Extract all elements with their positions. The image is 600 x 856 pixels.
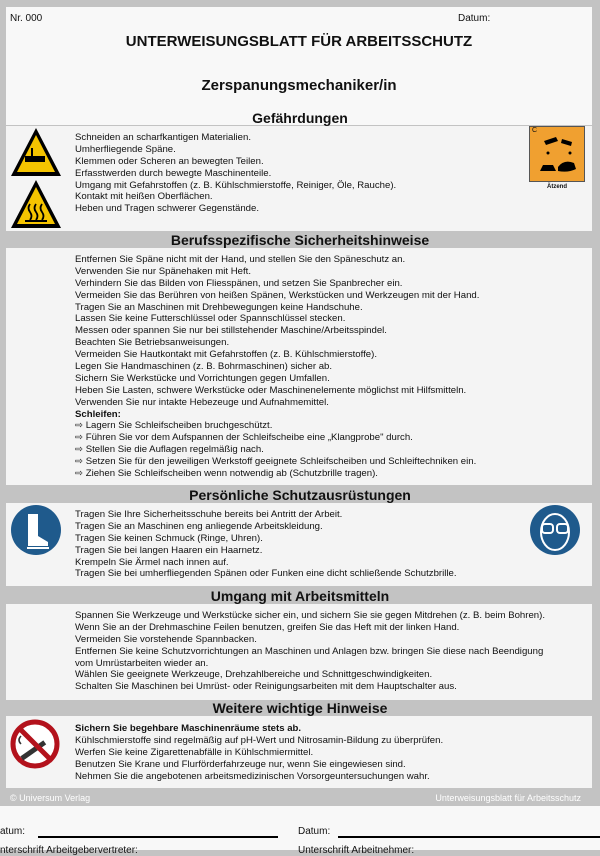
- list-item: Legen Sie Handmaschinen (z. B. Bohrmaschinen) sicher ab.: [75, 361, 333, 373]
- list-item: Kontakt mit heißen Oberflächen.: [75, 191, 213, 203]
- list-item: Krempeln Sie Ärmel nach innen auf.: [75, 556, 229, 568]
- list-item: Heben Sie Lasten, schwere Werkstücke oder Maschinenelemente möglichst mit Hilfsmitteln.: [75, 384, 467, 396]
- ppe-panel: [6, 503, 592, 586]
- doc-number: Nr. 000: [10, 13, 43, 24]
- equipment-panel: [6, 604, 592, 700]
- list-item: Sichern Sie begehbare Maschinenräume stets ab.: [75, 723, 302, 734]
- equipment-list: [75, 610, 545, 693]
- list-item: Klemmen oder Scheren an bewegten Teilen.: [75, 155, 264, 167]
- section-title-equipment: Umgang mit Arbeitsmitteln: [210, 588, 390, 604]
- other-list: [75, 723, 443, 782]
- page-title: UNTERWEISUNGSBLATT FÜR ARBEITSSCHUTZ: [125, 33, 473, 50]
- list-item: Umherfliegende Späne.: [75, 143, 176, 155]
- list-item: Lassen Sie keine Futterschlüssel oder Spannschlüssel stecken.: [75, 313, 346, 325]
- corrosive-label: Ätzend: [547, 184, 567, 190]
- list-item: ⇨ Setzen Sie für den jeweiligen Werkstoff geeignete Schleifscheiben und Schleiftechniken ein.: [75, 456, 477, 468]
- hand-crush-warning-icon: [9, 126, 63, 178]
- list-item: Messen oder spannen Sie nur bei stillstehender Maschine/Arbeitsspindel.: [75, 325, 387, 337]
- list-item: Kühlschmierstoffe sind regelmäßig auf pH-Wert und Nitrosamin-Bildung zu überprüfen.: [75, 734, 444, 746]
- list-item: Nehmen Sie die angebotenen arbeitsmedizinischen Vorsorgeuntersuchungen wahr.: [75, 770, 430, 782]
- list-item: Werfen Sie keine Zigarettenabfälle in Kühlschmiermittel.: [75, 746, 314, 758]
- list-item: Umgang mit Gefahrstoffen (z. B. Kühlschmierstoffe, Reiniger, Öle, Rauche).: [75, 179, 397, 191]
- list-item: Verhindern Sie das Bilden von Fliesspänen, und setzen Sie Spanbrecher ein.: [75, 277, 403, 289]
- list-item: ⇨ Ziehen Sie Schleifscheiben wenn notwendig ab (Schutzbrille tragen).: [75, 468, 378, 480]
- section-title-job: Berufsspezifische Sicherheitshinweise: [170, 232, 430, 248]
- list-item: Verwenden Sie nur Spänehaken mit Heft.: [75, 265, 251, 277]
- list-item: Tragen Sie an Maschinen mit Drehbewegungen keine Handschuhe.: [75, 301, 363, 313]
- date-left-label: atum:: [0, 826, 26, 837]
- list-item: Spannen Sie Werkzeuge und Werkstücke sicher ein, und sichern Sie sie gegen Mitdrehen (z. B. beim Bohren).: [75, 610, 545, 621]
- list-item: ⇨ Lagern Sie Schleifscheiben bruchgeschützt.: [75, 420, 273, 432]
- date-left-line: [38, 836, 278, 838]
- list-item: Erfasstwerden durch bewegte Maschinenteile.: [75, 167, 272, 179]
- list-item: Heben und Tragen schwerer Gegenstände.: [75, 203, 260, 215]
- list-item: Benutzen Sie Krane und Flurförderfahrzeuge nur, wenn Sie eingewiesen sind.: [75, 758, 406, 770]
- list-item: ⇨ Stellen Sie die Auflagen regelmäßig nach.: [75, 444, 264, 456]
- list-item: Tragen Sie an Maschinen eng anliegende Arbeitskleidung.: [75, 520, 323, 532]
- list-item: Beachten Sie Betriebsanweisungen.: [75, 337, 230, 349]
- list-item: Sichern Sie Werkstücke und Vorrichtungen gegen Umfallen.: [75, 372, 330, 384]
- subsection-title: Schleifen:: [75, 408, 121, 420]
- list-item: Schalten Sie Maschinen bei Umrüst- oder Reinigungsarbeiten mit dem Hauptschalter aus.: [75, 681, 457, 693]
- list-item: ⇨ Führen Sie vor dem Aufspannen der Schleifscheibe eine „Klangprobe" durch.: [75, 432, 413, 444]
- list-item: Tragen Sie Ihre Sicherheitsschuhe bereits bei Antritt der Arbeit.: [75, 509, 343, 520]
- signature-employee-label: Unterschrift Arbeitnehmer:: [298, 845, 415, 856]
- corrosive-letter: C: [532, 127, 538, 134]
- list-item: vom Umrüstarbeiten wieder an.: [75, 657, 209, 669]
- hazards-list: [75, 132, 396, 215]
- list-item: Vermeiden Sie vorstehende Spannbacken.: [75, 633, 257, 645]
- list-item: Schneiden an scharfkantigen Materialien.: [75, 132, 251, 143]
- job-panel: [6, 248, 592, 485]
- list-item: Entfernen Sie keine Schutzvorrichtungen an Maschinen und Anlagen bzw. bringen Sie diese nach Beendigung: [75, 645, 544, 657]
- section-title-other: Weitere wichtige Hinweise: [212, 700, 388, 716]
- page-subtitle: Zerspanungsmechaniker/in: [201, 77, 397, 94]
- date-label: Datum:: [458, 13, 491, 24]
- footer-publisher: © Universum Verlag: [10, 793, 91, 803]
- no-smoking-icon: [9, 716, 61, 772]
- footer-title: Unterweisungsblatt für Arbeitsschutz: [435, 793, 581, 803]
- safety-boots-icon: [10, 504, 62, 556]
- section-title-ppe: Persönliche Schutzausrüstungen: [189, 487, 411, 503]
- list-item: Tragen Sie keinen Schmuck (Ringe, Uhren).: [75, 532, 263, 544]
- list-item: Tragen Sie bei umherfliegenden Spänen oder Funken eine dicht schließende Schutzbrille.: [75, 568, 457, 580]
- signature-employer-label: nterschrift Arbeitgebervertreter:: [0, 845, 138, 856]
- signature-area: [0, 806, 600, 856]
- section-title-hazards: Gefährdungen: [252, 110, 348, 126]
- list-item: Vermeiden Sie Hautkontakt mit Gefahrstoffen (z. B. Kühlschmierstoffe).: [75, 349, 377, 361]
- hot-surface-warning-icon: [9, 178, 63, 230]
- job-list: [75, 254, 479, 480]
- list-item: Tragen Sie bei langen Haaren ein Haarnetz.: [75, 544, 263, 556]
- other-panel: [6, 716, 592, 788]
- list-item: Wählen Sie geeignete Werkzeuge, Drehzahlbereiche und Schnittgeschwindigkeiten.: [75, 669, 433, 681]
- ppe-list: [75, 509, 457, 580]
- safety-goggles-icon: [529, 504, 581, 556]
- list-item: Entfernen Sie Späne nicht mit der Hand, und stellen Sie den Späneschutz an.: [75, 254, 406, 265]
- list-item: Vermeiden Sie das Berühren von heißen Spänen, Werkstücken und Werkzeugen mit der Hand.: [75, 289, 480, 301]
- list-item: Verwenden Sie nur intakte Hebezeuge und Aufnahmemittel.: [75, 396, 329, 408]
- corrosive-icon: [529, 126, 585, 182]
- header-panel: [6, 7, 592, 125]
- date-right-line: [338, 836, 600, 838]
- date-right-label: Datum:: [298, 826, 331, 837]
- list-item: Wenn Sie an der Drehmaschine Feilen benutzen, greifen Sie das Heft mit der linken Hand.: [75, 621, 460, 633]
- hazards-panel: [6, 126, 592, 231]
